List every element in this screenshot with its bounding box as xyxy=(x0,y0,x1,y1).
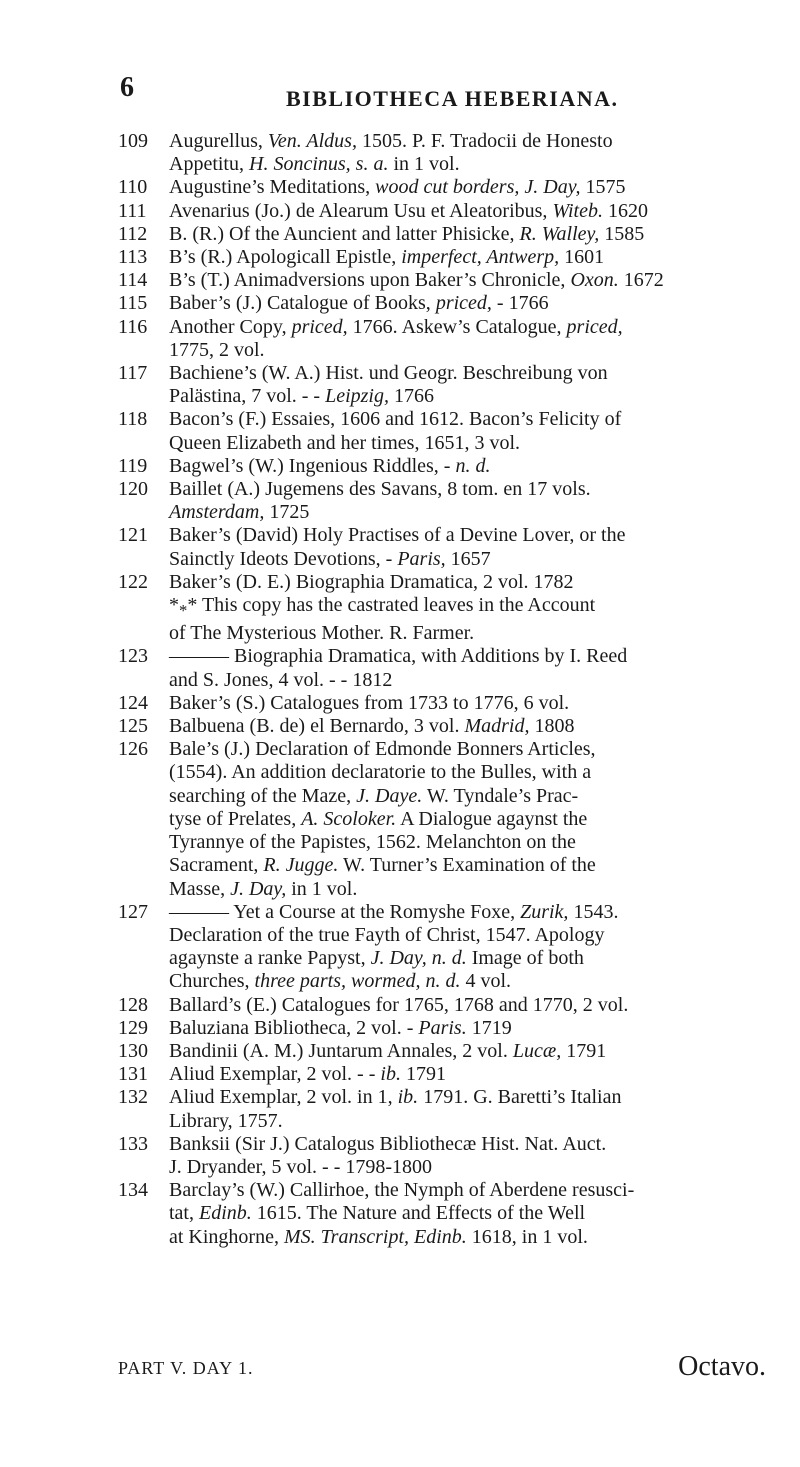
entry-text: Bacon’s (F.) Essaies, 1606 and 1612. Bacon’s Felicity of Queen Elizabeth and her times, 1651, 3 vol. xyxy=(169,408,622,454)
catalogue-entry xyxy=(118,1017,758,1040)
catalogue-entry xyxy=(118,1179,758,1249)
entry-number: 122 xyxy=(118,570,148,593)
page-footer xyxy=(118,1351,766,1382)
catalogue-entry xyxy=(118,1086,758,1132)
catalogue-entry xyxy=(118,1133,758,1179)
entry-number: 114 xyxy=(118,269,148,292)
entry-text: ——— Yet a Course at the Romyshe Foxe, Zurik, 1543. Declaration of the true Fayth of Christ, 1547. Apology agaynste a ranke Papyst, J. Day, n. d. Image of both Churches, three parts, wormed, n. d. 4 vol. xyxy=(169,900,619,993)
entry-text: Bandinii (A. M.) Juntarum Annales, 2 vol. Lucæ, 1791 xyxy=(169,1039,607,1062)
catalogue-entry xyxy=(118,362,758,408)
entry-number: 130 xyxy=(118,1039,148,1062)
catalogue-entry xyxy=(118,738,758,900)
catalogue-entry xyxy=(118,316,758,362)
entry-number: 119 xyxy=(118,454,148,477)
entry-text: Baillet (A.) Jugemens des Savans, 8 tom. en 17 vols. Amsterdam, 1725 xyxy=(169,478,591,524)
entry-text: Banksii (Sir J.) Catalogus Bibliothecæ Hist. Nat. Auct. J. Dryander, 5 vol. - - 1798-1800 xyxy=(169,1132,607,1178)
entry-text: Baker’s (D. E.) Biographia Dramatica, 2 vol. 1782 $*_**$ This copy has the castrated leaves in the Account of The Mysterious Mother. R. Farmer. xyxy=(169,570,596,645)
catalogue-entry xyxy=(118,994,758,1017)
entry-text: Aliud Exemplar, 2 vol. in 1, ib. 1791. G. Baretti’s Italian Library, 1757. xyxy=(169,1086,622,1132)
entry-text: Bagwel’s (W.) Ingenious Riddles, - n. d. xyxy=(169,454,491,477)
entry-number: 131 xyxy=(118,1063,148,1086)
entry-number: 123 xyxy=(118,645,148,668)
entry-number: 133 xyxy=(118,1132,148,1155)
catalogue-entry xyxy=(118,455,758,478)
catalogue-entry xyxy=(118,292,758,315)
catalogue-entry xyxy=(118,524,758,570)
catalogue-entry xyxy=(118,223,758,246)
entry-number: 110 xyxy=(118,176,148,199)
catalogue-entry xyxy=(118,1063,758,1086)
entry-text: B. (R.) Of the Auncient and latter Phisicke, R. Walley, 1585 xyxy=(169,222,645,245)
entry-text: Ballard’s (E.) Catalogues for 1765, 1768 and 1770, 2 vol. xyxy=(169,993,629,1016)
entry-number: 118 xyxy=(118,408,148,431)
entry-text: Baker’s (S.) Catalogues from 1733 to 1776, 6 vol. xyxy=(169,691,570,714)
entry-text: Augurellus, Ven. Aldus, 1505. P. F. Tradocii de Honesto Appetitu, H. Soncinus, s. a. in 1 vol. xyxy=(169,130,613,176)
page-number: 6 xyxy=(120,72,134,103)
catalogue-entry xyxy=(118,571,758,646)
entry-number: 126 xyxy=(118,738,148,761)
catalogue-entry xyxy=(118,478,758,524)
entry-text: Bachiene’s (W. A.) Hist. und Geogr. Beschreibung von Palästina, 7 vol. - - Leipzig, 1766 xyxy=(169,362,608,408)
entry-text: Avenarius (Jo.) de Alearum Usu et Aleatoribus, Witeb. 1620 xyxy=(169,199,648,222)
entry-number: 109 xyxy=(118,130,148,152)
entry-text: Another Copy, priced, 1766. Askew’s Catalogue, priced, 1775, 2 vol. xyxy=(169,315,623,361)
entry-number: 113 xyxy=(118,246,148,269)
entry-number: 112 xyxy=(118,222,148,245)
entry-number: 134 xyxy=(118,1179,148,1202)
catalogue-entry xyxy=(118,130,758,176)
catalogue-entry xyxy=(118,176,758,199)
catalogue-entry xyxy=(118,1040,758,1063)
entry-text: Baluziana Bibliotheca, 2 vol. - Paris. 1719 xyxy=(169,1016,512,1039)
entry-number: 125 xyxy=(118,715,148,738)
catalogue-entry xyxy=(118,200,758,223)
entry-text: B’s (R.) Apologicall Epistle, imperfect, Antwerp, 1601 xyxy=(169,246,605,269)
entry-number: 127 xyxy=(118,900,148,923)
entry-number: 128 xyxy=(118,993,148,1016)
entry-number: 117 xyxy=(118,362,148,385)
entry-text: Barclay’s (W.) Callirhoe, the Nymph of Aberdene resusci- tat, Edinb. 1615. The Nature and Effects of the Well at Kinghorne, MS. Transcript, Edinb. 1618, in 1 vol. xyxy=(169,1179,635,1248)
catalogue-entry xyxy=(118,715,758,738)
entry-text: Baber’s (J.) Catalogue of Books, priced, - 1766 xyxy=(169,292,549,315)
entry-number: 124 xyxy=(118,691,148,714)
catalogue-entry xyxy=(118,269,758,292)
catalogue-entry xyxy=(118,901,758,994)
entry-text: Balbuena (B. de) el Bernardo, 3 vol. Madrid, 1808 xyxy=(169,715,575,738)
entry-text: Aliud Exemplar, 2 vol. - - ib. 1791 xyxy=(169,1063,446,1086)
entry-text: B’s (T.) Animadversions upon Baker’s Chronicle, Oxon. 1672 xyxy=(169,269,664,292)
entry-number: 129 xyxy=(118,1016,148,1039)
entry-number: 120 xyxy=(118,478,148,501)
catalogue-entry xyxy=(118,246,758,269)
catalogue-entry xyxy=(118,692,758,715)
entry-text: ——— Biographia Dramatica, with Additions by I. Reed and S. Jones, 4 vol. - - 1812 xyxy=(169,645,628,691)
entry-number: 132 xyxy=(118,1086,148,1109)
entry-text: Bale’s (J.) Declaration of Edmonde Bonners Articles, (1554). An addition declaratorie to the Bulles, with a searching of the Maze, J. Daye. W. Tyndale’s Prac- tyse of Prelates, A. Scoloker. A Dialogue agaynst the Tyrannye of the Papistes, 1562. Melanchton on the Sacrament, R. Jugge. W. Turner’s Examination of the Masse, J. Day, in 1 vol. xyxy=(169,738,596,900)
entry-number: 116 xyxy=(118,315,148,338)
entry-number: 121 xyxy=(118,524,148,547)
running-head: BIBLIOTHECA HEBERIANA. xyxy=(286,86,619,111)
catalogue-entry xyxy=(118,645,758,691)
signature-mark: PART V. DAY 1. xyxy=(118,1358,254,1378)
catchword: Octavo. xyxy=(678,1351,766,1382)
entry-number: 115 xyxy=(118,292,148,315)
catalogue-entries xyxy=(118,130,758,1249)
entry-number: 111 xyxy=(118,199,147,222)
entry-text: Augustine’s Meditations, wood cut borders, J. Day, 1575 xyxy=(169,176,626,199)
entry-text: Baker’s (David) Holy Practises of a Devine Lover, or the Sainctly Ideots Devotions, - Paris, 1657 xyxy=(169,524,626,570)
catalogue-entry xyxy=(118,408,758,454)
